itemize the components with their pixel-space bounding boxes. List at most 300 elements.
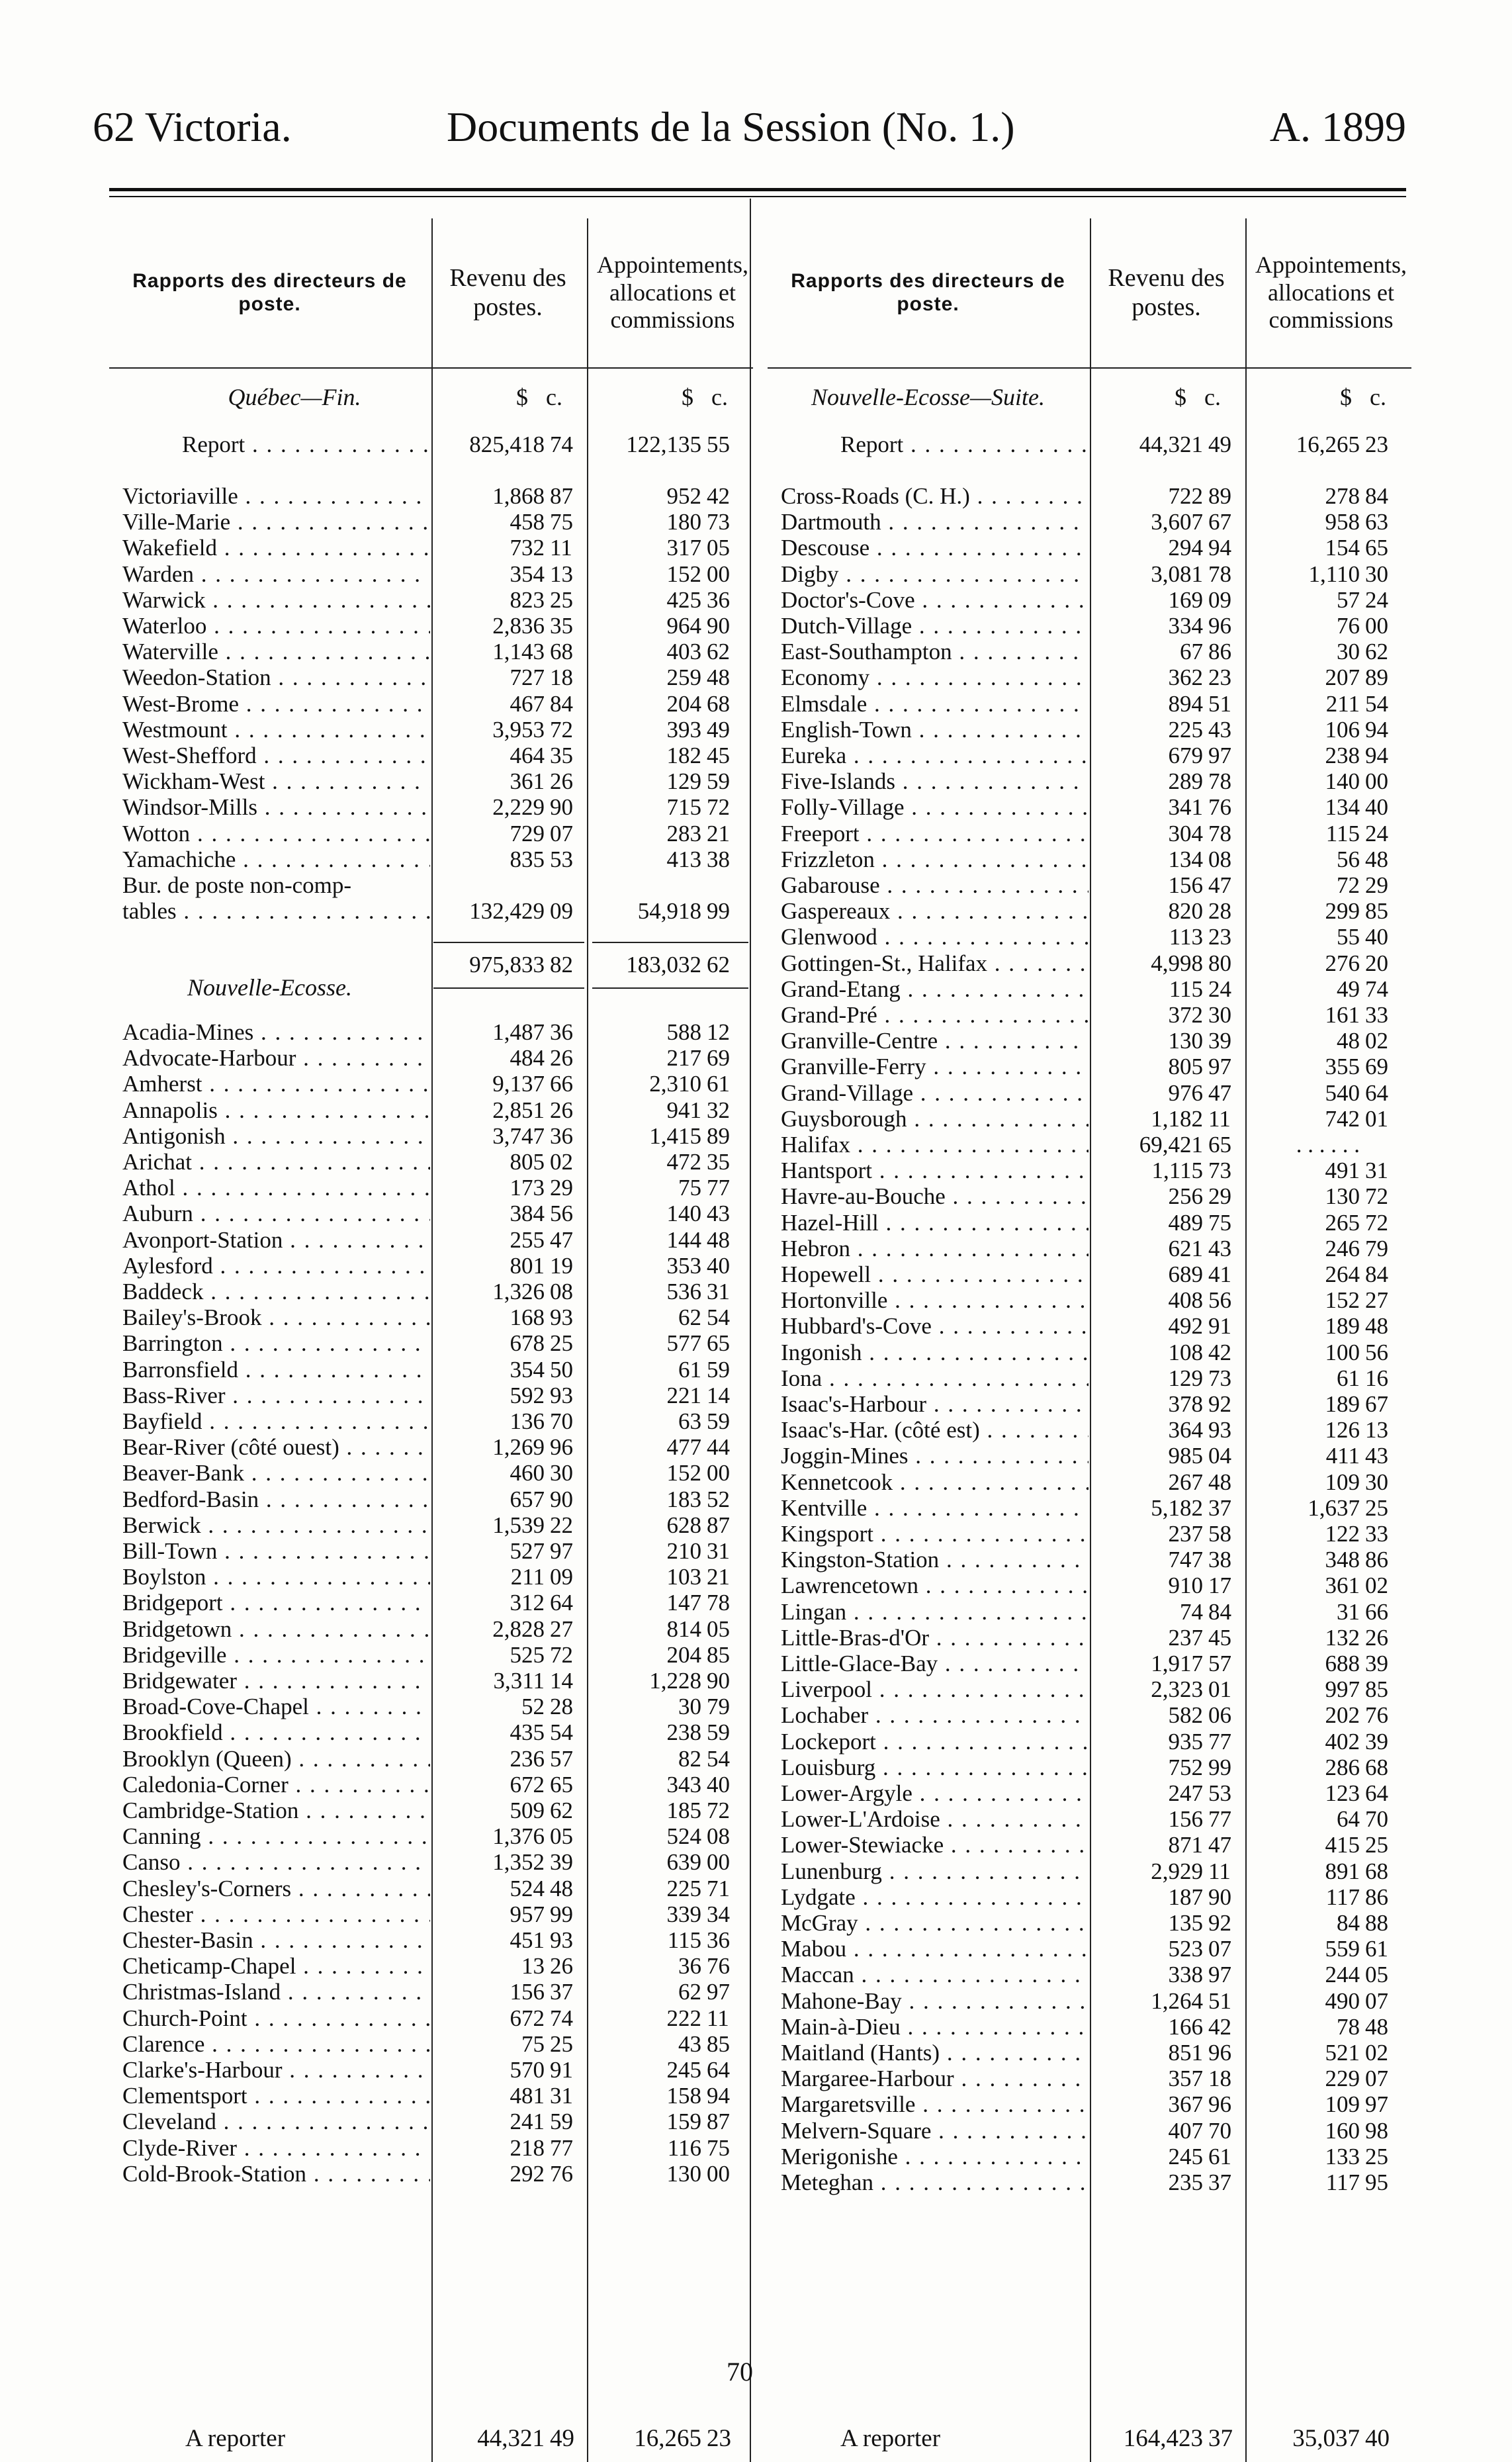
- revenue-cents: 76: [550, 2160, 573, 2187]
- revenue-dollars: 52: [521, 1694, 545, 1720]
- revenue-cents: 84: [550, 690, 573, 717]
- table-row: [109, 1772, 753, 1798]
- revenue-cents: 61: [1208, 2143, 1231, 2169]
- table-row: [109, 1953, 753, 1979]
- table-row: [109, 1460, 753, 1486]
- appointments-dollars: 56: [1337, 846, 1360, 872]
- table-row: [109, 2083, 753, 2109]
- appointments-cents: 00: [707, 2160, 730, 2187]
- revenue-cents: 51: [1208, 1987, 1231, 2014]
- appointments-cents: 65: [707, 1330, 730, 1357]
- revenue-dollars: 135: [1168, 1910, 1203, 1936]
- office-name: Barronsfield . . .: [122, 1357, 430, 1383]
- appointments-cents: 14: [707, 1382, 730, 1408]
- table-row: [768, 1988, 1411, 2014]
- appointments-dollars: 343: [666, 1771, 701, 1798]
- office-name: Bass-River . . .: [122, 1383, 430, 1408]
- revenue-cents: 78: [1208, 561, 1231, 587]
- office-name: Digby . . .: [781, 561, 1089, 587]
- appointments-dollars: 152: [666, 1460, 701, 1486]
- revenue-cents: 36: [550, 1122, 573, 1149]
- appointments-dollars: 160: [1325, 2117, 1360, 2144]
- col-header-appointments: Appointements, allocations et commissions: [1255, 251, 1407, 334]
- office-name: Gaspereaux . . .: [781, 898, 1089, 924]
- appointments-cents: 20: [1365, 950, 1388, 976]
- revenue-dollars: 3,953: [492, 716, 545, 743]
- table-row: [768, 613, 1411, 639]
- appointments-dollars: 353: [666, 1252, 701, 1279]
- appointments-cents: 31: [1365, 1158, 1388, 1184]
- appointments-dollars: 964: [666, 613, 701, 639]
- revenue-dollars: 236: [510, 1745, 545, 1772]
- revenue-cents: 97: [1208, 1962, 1231, 1988]
- revenue-cents: 26: [550, 1097, 573, 1123]
- section-nouvelle-ecosse-suite: [768, 381, 1411, 414]
- revenue-cents: 96: [1208, 2091, 1231, 2118]
- appointments-dollars: 109: [1325, 2091, 1360, 2118]
- office-name: English-Town . . .: [781, 717, 1089, 743]
- revenue-dollars: 678: [510, 1330, 545, 1357]
- appointments-dollars: 1,228: [649, 1668, 701, 1694]
- office-name: Bridgewater . . .: [122, 1668, 430, 1694]
- appointments-cents: 94: [707, 2083, 730, 2109]
- table-row: [768, 1806, 1411, 1832]
- table-row: [768, 1495, 1411, 1521]
- total-rule: [433, 987, 584, 989]
- table-row: [768, 1962, 1411, 1987]
- header-year: A. 1899: [1269, 103, 1406, 150]
- table-row: [768, 821, 1411, 846]
- revenue-cents: 50: [550, 1356, 573, 1383]
- table-row: [768, 1210, 1411, 1236]
- office-name: Christmas-Island . . .: [122, 1979, 430, 2005]
- revenue-dollars: 294: [1168, 535, 1203, 561]
- office-name: Halifax . . .: [781, 1132, 1089, 1158]
- revenue-cents: 57: [1208, 1651, 1231, 1676]
- table-row: [109, 1616, 753, 1642]
- revenue-cents: 93: [550, 1382, 573, 1408]
- revenue-dollars: 451: [510, 1927, 545, 1953]
- appointments-cents: 94: [1365, 716, 1388, 743]
- office-name: Louisburg . . .: [781, 1755, 1089, 1780]
- appointments-cents: 42: [707, 483, 730, 509]
- office-name: Cheticamp-Chapel . . .: [122, 1953, 430, 1979]
- appointments-cents: 72: [1365, 1209, 1388, 1236]
- office-name: Descouse . . .: [781, 535, 1089, 561]
- office-name: Meteghan . . .: [781, 2169, 1089, 2195]
- office-name: Freeport . . .: [781, 821, 1089, 846]
- office-name: Avonport-Station . . .: [122, 1227, 430, 1253]
- appointments-dollars: 715: [666, 794, 701, 821]
- revenue-cents: 26: [550, 1045, 573, 1071]
- office-name: Liverpool . . .: [781, 1676, 1089, 1702]
- header-underline: [768, 367, 1411, 369]
- office-name: Westmount . . .: [122, 717, 430, 743]
- office-name: Doctor's-Cove . . .: [781, 587, 1089, 613]
- revenue-dollars: 362: [1168, 664, 1203, 691]
- appointments-cents: 67: [1365, 1391, 1388, 1417]
- appointments-cents: 52: [707, 1486, 730, 1512]
- table-row: [109, 821, 753, 846]
- revenue-dollars: 1,539: [492, 1512, 545, 1538]
- table-row: [768, 1391, 1411, 1417]
- appointments-cents: 40: [1365, 924, 1388, 950]
- revenue-cents: 42: [1208, 1339, 1231, 1365]
- office-name: Isaac's-Harbour . . .: [781, 1391, 1089, 1417]
- table-row: [109, 1071, 753, 1097]
- revenue-dollars: 732: [510, 535, 545, 561]
- table-row: [109, 2057, 753, 2083]
- revenue-cents: 18: [550, 664, 573, 691]
- table-row: [109, 1746, 753, 1772]
- appointments-cents: 54: [707, 1745, 730, 1772]
- revenue-dollars: 267: [1168, 1469, 1203, 1495]
- appointments-dollars: 62: [678, 1304, 701, 1331]
- revenue-dollars: 851: [1168, 2040, 1203, 2066]
- appointments-dollars: 49: [1337, 976, 1360, 1002]
- revenue-dollars: 75: [521, 2030, 545, 2057]
- revenue-cents: 47: [1208, 1832, 1231, 1858]
- col-header-name: Rapports des directeurs de poste.: [791, 270, 1065, 315]
- revenue-cents: 78: [1208, 820, 1231, 846]
- appointments-cents: 32: [707, 1097, 730, 1123]
- appointments-cents: 79: [707, 1694, 730, 1720]
- office-name: Bear-River (côté ouest) . . .: [122, 1434, 430, 1460]
- office-name: Eureka . . .: [781, 743, 1089, 768]
- revenue-cents: 68: [550, 639, 573, 665]
- appointments-cents: 49: [707, 716, 730, 743]
- appointments-dollars: 140: [1325, 768, 1360, 795]
- table-row: [109, 1408, 753, 1434]
- appointments-dollars: 540: [1325, 1079, 1360, 1106]
- table-row: [109, 2031, 753, 2057]
- table-row: [768, 1183, 1411, 1209]
- office-name: Wakefield . . .: [122, 535, 430, 561]
- office-name: West-Brome . . .: [122, 691, 430, 717]
- table-row: [109, 587, 753, 613]
- office-name: Iona . . .: [781, 1365, 1089, 1391]
- revenue-dollars: 367: [1168, 2091, 1203, 2118]
- appointments-dollars: 122: [1325, 1521, 1360, 1547]
- office-name: Gottingen-St., Halifax . . .: [781, 950, 1089, 976]
- revenue-cents: 29: [1208, 1183, 1231, 1210]
- table-row: [109, 1201, 753, 1226]
- revenue-cents: 25: [550, 1330, 573, 1357]
- revenue-cents: 31: [550, 2083, 573, 2109]
- appointments-cents: 34: [707, 1901, 730, 1927]
- appointments-dollars: 276: [1325, 950, 1360, 976]
- revenue-dollars: 187: [1168, 1884, 1203, 1910]
- appointments-dollars: 207: [1325, 664, 1360, 691]
- section-nouvelle-ecosse: Nouvelle-Ecosse.: [187, 974, 352, 1001]
- appointments-dollars: 393: [666, 716, 701, 743]
- revenue-cents: 84: [1208, 1598, 1231, 1625]
- table-row: [768, 1547, 1411, 1573]
- office-name: Kingsport . . .: [781, 1521, 1089, 1547]
- office-name: Yamachiche . . .: [122, 846, 430, 872]
- appointments-cents: 59: [707, 1408, 730, 1434]
- revenue-dollars: 1,326: [492, 1279, 545, 1304]
- appointments-cents: 00: [707, 561, 730, 587]
- revenue-cents: 90: [550, 1486, 573, 1512]
- office-name: Merigonishe . . .: [781, 2144, 1089, 2169]
- revenue-cents: 59: [550, 2109, 573, 2135]
- table-row: [109, 1512, 753, 1538]
- table-row: [768, 691, 1411, 717]
- appointments-dollars: 472: [666, 1149, 701, 1175]
- table-row: [109, 1304, 753, 1330]
- office-name: Cold-Brook-Station . . .: [122, 2161, 430, 2187]
- table-row: [768, 872, 1411, 898]
- table-row: [768, 535, 1411, 561]
- revenue-dollars: 1,269: [492, 1434, 545, 1461]
- appointments-cents: 24: [1365, 820, 1388, 846]
- col-header-name: Rapports des directeurs de poste.: [132, 270, 407, 315]
- revenue-cents: 43: [1208, 1235, 1231, 1261]
- revenue-cents: 90: [550, 794, 573, 821]
- revenue-dollars: 256: [1168, 1183, 1203, 1210]
- revenue-cents: 90: [1208, 1884, 1231, 1910]
- table-row: [768, 1599, 1411, 1625]
- office-name: Hortonville . . .: [781, 1287, 1089, 1313]
- table-row: [109, 1383, 753, 1408]
- appointments-cents: 97: [1365, 2091, 1388, 2118]
- appointments-cents: 88: [1365, 1910, 1388, 1936]
- revenue-cents: 37: [1208, 1494, 1231, 1521]
- appointments-cents: 64: [1365, 1780, 1388, 1806]
- office-name: Five-Islands . . .: [781, 768, 1089, 794]
- appointments-dollars: 152: [1325, 1287, 1360, 1314]
- appointments-dollars: 109: [1325, 1469, 1360, 1495]
- appointments-dollars: 140: [666, 1201, 701, 1227]
- appointments-cents: 16: [1365, 1365, 1388, 1391]
- revenue-dollars: 304: [1168, 820, 1203, 846]
- appointments-dollars: 491: [1325, 1158, 1360, 1184]
- appointments-cents: 68: [1365, 1858, 1388, 1884]
- revenue-cents: 77: [1208, 1806, 1231, 1833]
- revenue-cents: 06: [1208, 1702, 1231, 1729]
- office-name: Ville-Marie . . .: [122, 509, 430, 535]
- appointments-dollars: 76: [1337, 613, 1360, 639]
- appointments-dollars: 130: [1325, 1183, 1360, 1210]
- appointments-cents: 30: [1365, 561, 1388, 587]
- table-row: [768, 1625, 1411, 1651]
- revenue-cents: 78: [1208, 768, 1231, 795]
- appointments-cents: 36: [707, 1927, 730, 1953]
- appointments-cents: 63: [1365, 509, 1388, 535]
- office-name: Maccan . . .: [781, 1962, 1089, 1987]
- revenue-cents: 97: [550, 1538, 573, 1564]
- office-name: Canso . . .: [122, 1849, 430, 1875]
- table-row: [768, 1287, 1411, 1313]
- revenue-cents: 39: [550, 1849, 573, 1876]
- office-name: Caledonia-Corner . . .: [122, 1772, 430, 1798]
- revenue-cents: 93: [550, 1304, 573, 1331]
- revenue-dollars: 679: [1168, 743, 1203, 768]
- appointments-cents: 84: [1365, 1261, 1388, 1287]
- appointments-dollars: 30: [1337, 639, 1360, 665]
- revenue-cents: 47: [1208, 872, 1231, 898]
- revenue-dollars: 871: [1168, 1832, 1203, 1858]
- table-row: [768, 1028, 1411, 1054]
- revenue-dollars: 1,115: [1151, 1158, 1203, 1184]
- revenue-cents: 56: [550, 1201, 573, 1227]
- table-row: [109, 1227, 753, 1253]
- appointments-dollars: 265: [1325, 1209, 1360, 1236]
- appointments-dollars: 115: [667, 1927, 701, 1953]
- office-name: Guysborough . . .: [781, 1106, 1089, 1132]
- appointments-dollars: 103: [666, 1564, 701, 1590]
- revenue-cents: 73: [1208, 1158, 1231, 1184]
- appointments-cents: 61: [707, 1071, 730, 1097]
- appointments-cents: 33: [1365, 1002, 1388, 1028]
- office-name: tables . . .: [122, 898, 430, 924]
- appointments-dollars: 72: [1337, 872, 1360, 898]
- appointments-cents: 29: [1365, 872, 1388, 898]
- revenue-cents: 62: [550, 1798, 573, 1823]
- appointments-dollars: 134: [1325, 794, 1360, 821]
- appointments-dollars: 1,415: [649, 1122, 701, 1149]
- revenue-dollars: 408: [1168, 1287, 1203, 1314]
- revenue-cents: 42: [1208, 2013, 1231, 2040]
- table-row: [109, 1901, 753, 1927]
- table-row: [109, 1175, 753, 1201]
- appointments-dollars: 183: [666, 1486, 701, 1512]
- appointments-cents: 25: [1365, 1832, 1388, 1858]
- revenue-cents: 86: [1208, 639, 1231, 665]
- table-row: [768, 976, 1411, 1002]
- office-name: Broad-Cove-Chapel . . .: [122, 1694, 430, 1719]
- revenue-cents: 89: [1208, 483, 1231, 509]
- revenue-dollars: 727: [510, 664, 545, 691]
- appointments-dollars: 133: [1325, 2143, 1360, 2169]
- revenue-dollars: 729: [510, 820, 545, 846]
- appointments-cents: 26: [1365, 1624, 1388, 1651]
- table-row: [109, 717, 753, 743]
- revenue-cents: 93: [550, 1927, 573, 1953]
- revenue-dollars: 115: [1169, 976, 1203, 1002]
- appointments-dollars: 182: [666, 743, 701, 768]
- table-row: [768, 1780, 1411, 1806]
- appointments-dollars: 245: [666, 2057, 701, 2083]
- table-row: [768, 1573, 1411, 1598]
- table-row: [109, 1149, 753, 1175]
- appointments-dollars: 259: [666, 664, 701, 691]
- appointments-cents: 05: [1365, 1962, 1388, 1988]
- revenue-dollars: 237: [1168, 1624, 1203, 1651]
- table-row: [109, 1876, 753, 1901]
- appointments-cents: 48: [707, 664, 730, 691]
- header-rule-thin: [109, 196, 1406, 197]
- revenue-dollars: 211: [510, 1564, 545, 1590]
- revenue-cents: 30: [1208, 1002, 1231, 1028]
- table-row: [768, 1340, 1411, 1365]
- table-row: [109, 664, 753, 690]
- office-name: Lochaber . . .: [781, 1702, 1089, 1728]
- revenue-cents: 47: [550, 1226, 573, 1253]
- total-rule: [592, 987, 748, 989]
- appointments-dollars: 115: [1325, 820, 1360, 846]
- revenue-cents: 54: [550, 1719, 573, 1746]
- table-row: [109, 1719, 753, 1745]
- revenue-cents: 77: [1208, 1728, 1231, 1755]
- appointments-dollars: 189: [1325, 1313, 1360, 1340]
- office-name: Dutch-Village . . .: [781, 613, 1089, 639]
- office-name: Economy . . .: [781, 664, 1089, 690]
- office-name: Little-Bras-d'Or . . .: [781, 1625, 1089, 1651]
- appointments-dollars: 229: [1325, 2066, 1360, 2092]
- appointments-dollars: 958: [1325, 509, 1360, 535]
- table-row: [768, 2040, 1411, 2066]
- appointments-dollars: 997: [1325, 1676, 1360, 1703]
- table-row: [768, 1676, 1411, 1702]
- revenue-dollars: 570: [510, 2057, 545, 2083]
- revenue-cents: 37: [550, 1979, 573, 2005]
- office-name: Beaver-Bank . . .: [122, 1460, 430, 1486]
- revenue-dollars: 166: [1168, 2013, 1203, 2040]
- office-name: Elmsdale . . .: [781, 691, 1089, 717]
- table-row: [768, 898, 1411, 924]
- revenue-dollars: 722: [1168, 483, 1203, 509]
- revenue-dollars: 255: [510, 1226, 545, 1253]
- appointments-cents: 45: [707, 743, 730, 768]
- revenue-cents: 92: [1208, 1391, 1231, 1417]
- revenue-dollars: 341: [1168, 794, 1203, 821]
- dollar-label: $ c.: [682, 384, 728, 410]
- revenue-cents: 19: [550, 1252, 573, 1279]
- appointments-cents: 48: [1365, 2013, 1388, 2040]
- office-name: Chesley's-Corners . . .: [122, 1876, 430, 1901]
- table-row: [109, 1357, 753, 1383]
- office-name: Wotton . . .: [122, 821, 430, 846]
- appointments-cents: 54: [1365, 690, 1388, 717]
- office-name: Glenwood . . .: [781, 924, 1089, 950]
- revenue-dollars: 9,137: [492, 1071, 545, 1097]
- header-underline: [109, 367, 753, 369]
- revenue-dollars: 168: [510, 1304, 545, 1331]
- office-name: Clarence . . .: [122, 2031, 430, 2057]
- appointments-cents: 62: [707, 639, 730, 665]
- revenue-dollars: 235: [1168, 2169, 1203, 2195]
- revenue-cents: 87: [550, 483, 573, 509]
- revenue-cents: 43: [1208, 716, 1231, 743]
- appointments-dollars: 688: [1325, 1651, 1360, 1676]
- revenue-dollars: 2,323: [1151, 1676, 1203, 1703]
- table-row: [768, 1080, 1411, 1106]
- revenue-cents: 37: [1208, 2169, 1231, 2195]
- table-row: [768, 924, 1411, 950]
- revenue-cents: 48: [1208, 1469, 1231, 1495]
- office-name: Margaree-Harbour . . .: [781, 2066, 1089, 2091]
- table-row: [768, 1702, 1411, 1728]
- revenue-cents: 48: [550, 1875, 573, 1901]
- office-name: Lawrencetown . . .: [781, 1573, 1089, 1598]
- revenue-dollars: 2,828: [492, 1616, 545, 1642]
- revenue-dollars: 805: [1168, 1054, 1203, 1080]
- footer-row: A reporter 44,321 49 16,265 23: [185, 2425, 731, 2452]
- revenue-dollars: 489: [1168, 1209, 1203, 1236]
- appointments-dollars: 246: [1325, 1235, 1360, 1261]
- appointments-dollars: 152: [666, 561, 701, 587]
- revenue-cents: 51: [1208, 690, 1231, 717]
- table-row: [109, 846, 753, 872]
- appointments-cents: 89: [1365, 664, 1388, 691]
- appointments-dollars: 61: [678, 1356, 701, 1383]
- office-name: Melvern-Square . . .: [781, 2118, 1089, 2144]
- appointments-cents: 59: [707, 768, 730, 795]
- appointments-cents: 78: [707, 1590, 730, 1616]
- office-name: Waterloo . . .: [122, 613, 430, 639]
